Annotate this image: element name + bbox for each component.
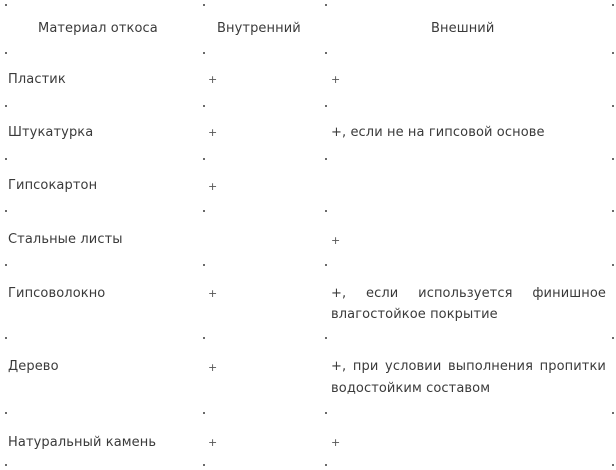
row-outer-text-line1: +, при условии выполнения пропитки [331,359,606,374]
separator-dot [612,412,614,414]
separator-dot [325,210,327,212]
separator-dot [612,337,614,339]
row-outer-text-line2: водостойким составом [331,381,491,396]
separator-dot [203,52,205,54]
row-outer-mark: + [331,436,341,449]
separator-dot [5,464,7,466]
row-inner-mark: + [208,73,218,86]
separator-dot [325,4,327,6]
row-inner-mark: + [208,361,218,374]
row-material: Пластик [8,72,66,87]
row-outer-mark: + [331,234,341,247]
separator-dot [612,52,614,54]
separator-dot [203,412,205,414]
separator-dot [612,264,614,266]
separator-dot [5,337,7,339]
separator-dot [5,4,7,6]
row-material: Гипсоволокно [8,286,106,301]
separator-dot [203,464,205,466]
row-material: Штукатурка [8,125,94,140]
separator-dot [612,158,614,160]
separator-dot [203,337,205,339]
header-inner: Внутренний [217,21,301,36]
separator-dot [325,412,327,414]
row-inner-mark: + [208,180,218,193]
separator-dot [612,105,614,107]
header-material: Материал откоса [38,21,158,36]
separator-dot [203,264,205,266]
row-material: Натуральный камень [8,435,157,450]
row-material: Стальные листы [8,232,123,247]
separator-dot [325,464,327,466]
separator-dot [325,158,327,160]
separator-dot [325,337,327,339]
row-outer-mark: + [331,73,341,86]
separator-dot [325,105,327,107]
separator-dot [5,412,7,414]
separator-dot [5,52,7,54]
row-outer-text-line1: +, если используется финишное [331,286,606,301]
row-outer-text-line2: влагостойкое покрытие [331,307,498,322]
separator-dot [612,210,614,212]
header-outer: Внешний [431,21,495,36]
separator-dot [203,158,205,160]
row-material: Гипсокартон [8,178,98,193]
separator-dot [203,105,205,107]
row-outer-text: +, если не на гипсовой основе [331,125,545,140]
row-inner-mark: + [208,287,218,300]
separator-dot [612,4,614,6]
separator-dot [612,464,614,466]
separator-dot [5,158,7,160]
row-material: Дерево [8,359,59,374]
separator-dot [5,105,7,107]
row-inner-mark: + [208,126,218,139]
separator-dot [203,4,205,6]
separator-dot [5,264,7,266]
separator-dot [203,210,205,212]
separator-dot [5,210,7,212]
separator-dot [325,52,327,54]
separator-dot [325,264,327,266]
row-inner-mark: + [208,436,218,449]
